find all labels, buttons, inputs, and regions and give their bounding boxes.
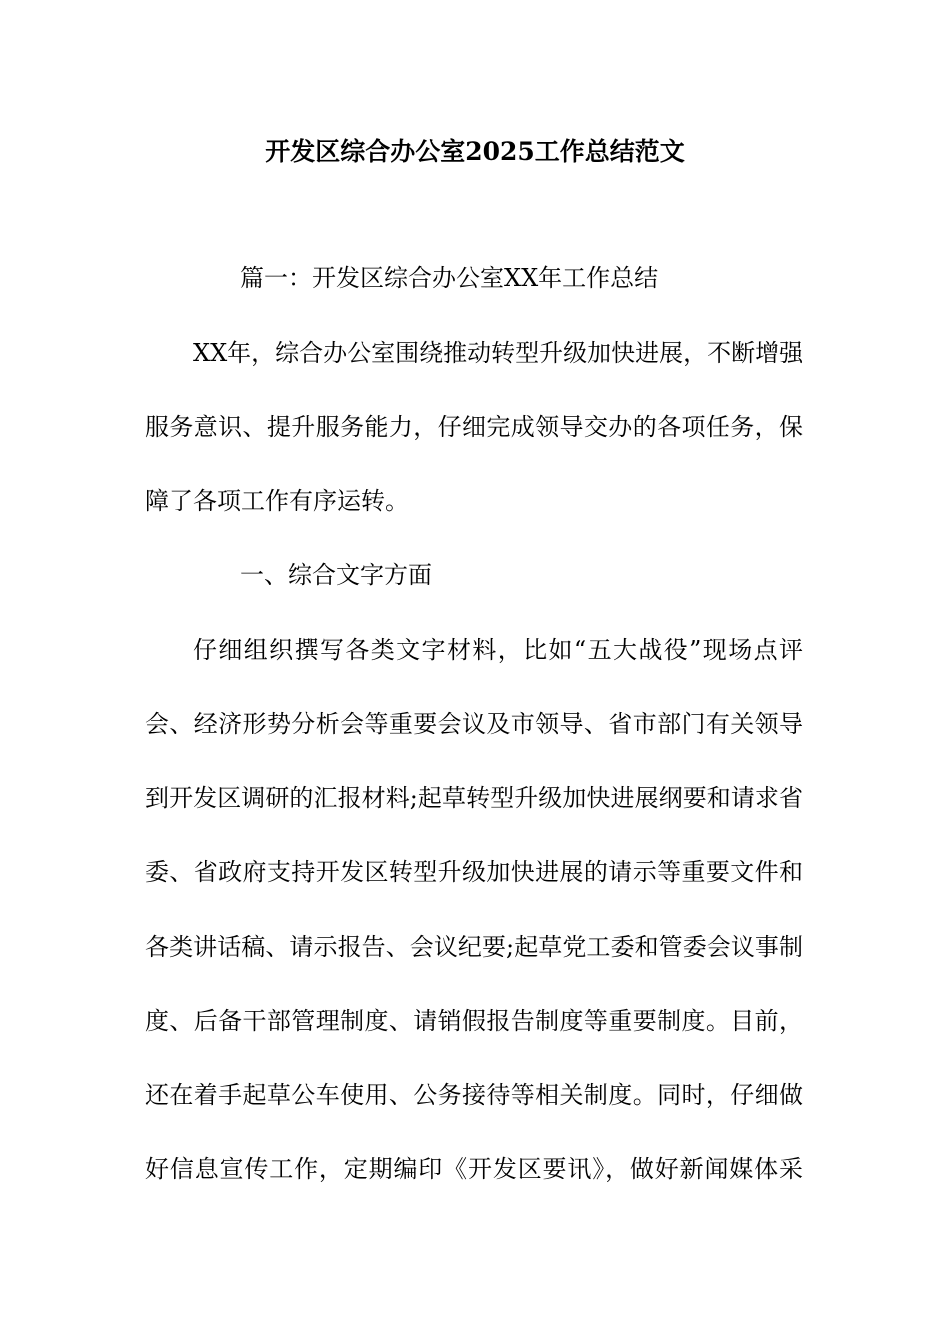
paragraph-line: 好信息宣传工作，定期编印《开发区要讯》，做好新闻媒体采	[145, 1155, 803, 1183]
paragraph-line: 服务意识、提升服务能力，仔细完成领导交办的各项任务，保	[145, 413, 803, 441]
paragraph-line: 各类讲话稿、请示报告、会议纪要;起草党工委和管委会议事制	[145, 933, 803, 961]
paragraph-line: XX年，综合办公室围绕推动转型升级加快进展，不断增强	[193, 339, 804, 367]
paragraph-line: 度、后备干部管理制度、请销假报告制度等重要制度。目前，	[145, 1007, 803, 1035]
paragraph-line: 障了各项工作有序运转。	[145, 487, 409, 515]
paragraph-line: 会、经济形势分析会等重要会议及市领导、省市部门有关领导	[145, 710, 803, 738]
paragraph-line: 仔细组织撰写各类文字材料，比如“五大战役”现场点评	[193, 636, 803, 664]
section-heading-writing: 一、综合文字方面	[240, 561, 432, 589]
paragraph-line: 到开发区调研的汇报材料;起草转型升级加快进展纲要和请求省	[145, 784, 803, 812]
paragraph-line: 还在着手起草公车使用、公务接待等相关制度。同时，仔细做	[145, 1081, 803, 1109]
paragraph-line: 委、省政府支持开发区转型升级加快进展的请示等重要文件和	[145, 858, 803, 886]
document-title: 开发区综合办公室2025工作总结范文	[265, 137, 685, 166]
section-heading-chapter-one: 篇一：开发区综合办公室XX年工作总结	[240, 264, 659, 292]
